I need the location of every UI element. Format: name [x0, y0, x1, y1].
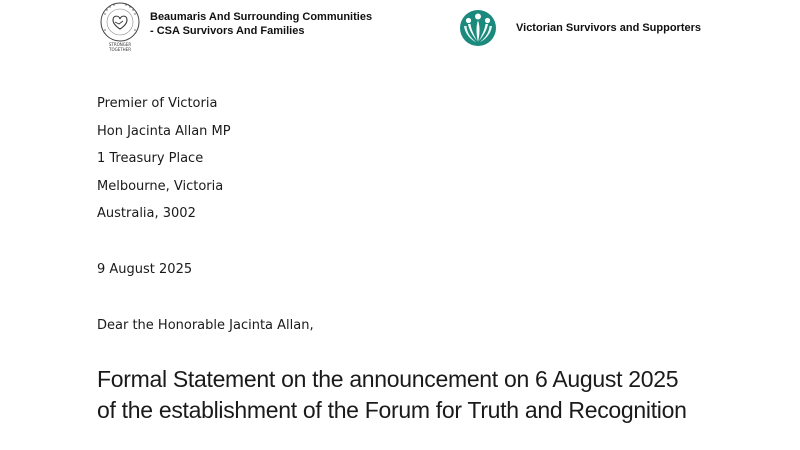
- salutation: Dear the Honorable Jacinta Allan,: [97, 318, 314, 333]
- statement-title-line1: Formal Statement on the announcement on 6 August 2025: [97, 366, 679, 392]
- address-line: Premier of Victoria: [97, 96, 218, 111]
- right-organisation-name: Victorian Survivors and Supporters: [516, 22, 702, 34]
- statement-title: [97, 364, 687, 426]
- letter-date: 9 August 2025: [97, 262, 193, 277]
- left-organisation-name-line2: - CSA Survivors And Families: [150, 25, 305, 37]
- people-circle-logo-icon: [458, 8, 498, 48]
- right-organisation: [458, 8, 701, 48]
- left-organisation-name-line1: Beaumaris And Surrounding Communities: [150, 11, 373, 23]
- svg-text:STRONGER: STRONGER: [108, 42, 132, 47]
- community-seal-logo: [97, 0, 143, 54]
- address-line: Melbourne, Victoria: [97, 178, 224, 194]
- left-organisation-name: [150, 10, 372, 38]
- address-line: Hon Jacinta Allan MP: [97, 123, 231, 139]
- recipient-address: [97, 90, 231, 228]
- address-line: 1 Treasury Place: [97, 151, 204, 166]
- address-line: Australia, 3002: [97, 206, 196, 221]
- left-organisation: [97, 0, 372, 54]
- svg-text:TOGETHER: TOGETHER: [109, 47, 131, 52]
- statement-title-line2: of the establishment of the Forum for Truth and Recognition: [97, 397, 687, 423]
